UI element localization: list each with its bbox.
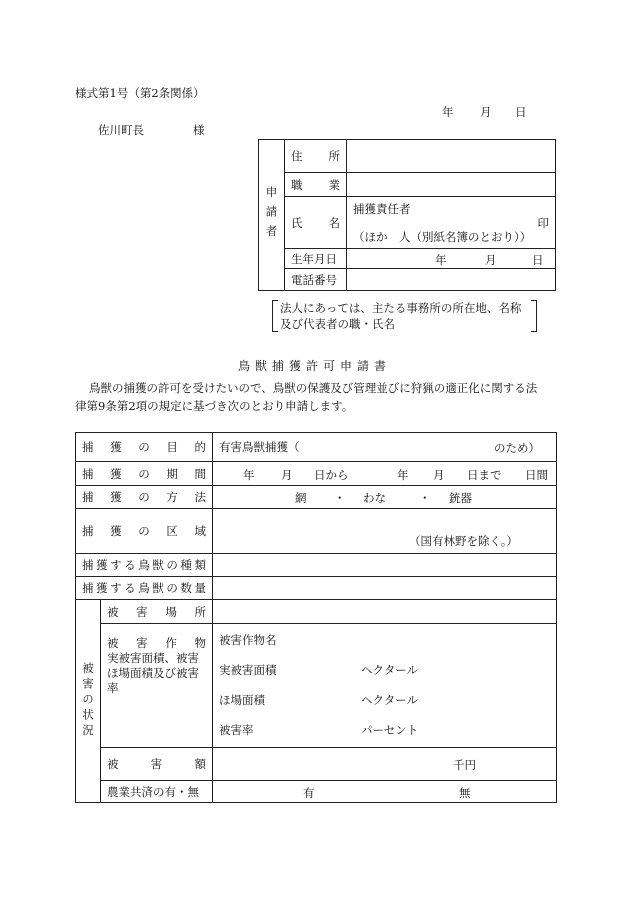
phone-field[interactable] <box>347 269 556 291</box>
period-day-to: 日まで <box>467 468 502 482</box>
form-number: 様式第1号（第2条関係） <box>75 86 205 100</box>
seal-mark: 印 <box>537 215 549 230</box>
intro-line2: 律第9条第2項の規定に基づき次のとおり申請します。 <box>75 399 354 413</box>
period-month2: 月 <box>433 468 445 482</box>
addressee-name: 佐川町長 <box>98 123 144 137</box>
damage-amount-unit: 千円 <box>453 758 476 772</box>
method-net[interactable]: 網 <box>295 491 307 505</box>
period-days: 日間 <box>525 468 548 482</box>
date-day: 日 <box>515 105 527 119</box>
name-line1: 捕獲責任者 <box>353 201 411 216</box>
damage-place-label: 被害場所 <box>101 600 213 624</box>
insurance-yes[interactable]: 有 <box>303 786 315 800</box>
species-label: 捕獲する鳥獣の種類 <box>76 554 213 577</box>
birth-day: 日 <box>532 253 544 267</box>
address-label: 住 所 <box>285 140 347 173</box>
name-label: 氏 名 <box>285 197 347 249</box>
purpose-suffix: のため） <box>494 441 540 455</box>
document-title: 鳥獣捕獲許可申請書 <box>238 359 392 373</box>
period-year1: 年 <box>243 468 255 482</box>
birth-month: 月 <box>485 253 497 267</box>
period-field[interactable] <box>213 462 557 486</box>
field-area-label: ほ場面積 <box>219 693 265 707</box>
crop-name-label: 被害作物名 <box>219 633 277 647</box>
damage-crop-label-line1: 被害作物 <box>107 636 206 650</box>
date-year: 年 <box>442 105 454 119</box>
period-month1: 月 <box>281 468 293 482</box>
actual-area-label: 実被害面積 <box>219 663 277 677</box>
name-line2: （ほか 人（別紙名簿のとおり）） <box>353 229 532 244</box>
damage-crop-field[interactable] <box>213 624 557 748</box>
damage-amount-label: 被害額 <box>101 748 213 781</box>
insurance-field[interactable] <box>213 781 557 803</box>
actual-area-unit: ヘクタール <box>361 663 419 677</box>
left-bracket <box>272 300 278 332</box>
period-year2: 年 <box>397 468 409 482</box>
damage-crop-label <box>101 624 213 748</box>
date-month: 月 <box>480 105 492 119</box>
period-label: 捕獲の期間 <box>76 462 213 486</box>
applicant-group-label: 申請者 <box>259 140 285 291</box>
purpose-field[interactable] <box>213 433 557 462</box>
area-note: （国有林野を除く。） <box>409 534 519 548</box>
birth-year: 年 <box>435 253 447 267</box>
area-label: 捕獲の区域 <box>76 509 213 554</box>
main-table <box>75 432 557 803</box>
insurance-label: 農業共済の有・無 <box>101 781 213 803</box>
insurance-no[interactable]: 無 <box>459 786 471 800</box>
purpose-prefix: 有害鳥獣捕獲（ <box>219 440 300 454</box>
name-field[interactable] <box>347 197 556 249</box>
address-field[interactable] <box>347 140 556 173</box>
occupation-label: 職 業 <box>285 173 347 197</box>
birthdate-field[interactable] <box>347 249 556 269</box>
purpose-label: 捕獲の目的 <box>76 433 213 462</box>
right-bracket <box>531 300 537 332</box>
corporate-note-line2: 及び代表者の職・氏名 <box>280 317 395 331</box>
method-trap[interactable]: わな <box>363 491 386 505</box>
damage-rate-unit: パーセント <box>361 723 419 737</box>
species-field[interactable] <box>213 554 557 577</box>
method-gun[interactable]: 銃器 <box>449 491 472 505</box>
field-area-unit: ヘクタール <box>361 693 419 707</box>
corporate-note-line1: 法人にあっては、主たる事務所の所在地、名称 <box>280 301 522 315</box>
intro-line1: 鳥獣の捕獲の許可を受けたいので、鳥獣の保護及び管理並びに狩猟の適正化に関する法 <box>89 381 538 395</box>
occupation-field[interactable] <box>347 173 556 197</box>
damage-rate-label: 被害率 <box>219 723 254 737</box>
period-day-from: 日から <box>314 468 349 482</box>
method-sep1: ・ <box>334 491 346 505</box>
method-label: 捕獲の方法 <box>76 486 213 509</box>
damage-amount-field[interactable] <box>213 748 557 781</box>
addressee-honorific: 様 <box>193 123 205 137</box>
birthdate-label: 生年月日 <box>285 249 347 269</box>
damage-group-label: 被害の状況 <box>76 600 101 803</box>
damage-place-field[interactable] <box>213 600 557 624</box>
area-field[interactable] <box>213 509 557 554</box>
method-field[interactable] <box>213 486 557 509</box>
damage-crop-label-line2: 実被害面積、被害ほ場面積及び被害率 <box>107 651 199 695</box>
applicant-table <box>258 139 556 291</box>
quantity-label: 捕獲する鳥獣の数量 <box>76 577 213 600</box>
method-sep2: ・ <box>419 491 431 505</box>
phone-label: 電話番号 <box>285 269 347 291</box>
quantity-field[interactable] <box>213 577 557 600</box>
